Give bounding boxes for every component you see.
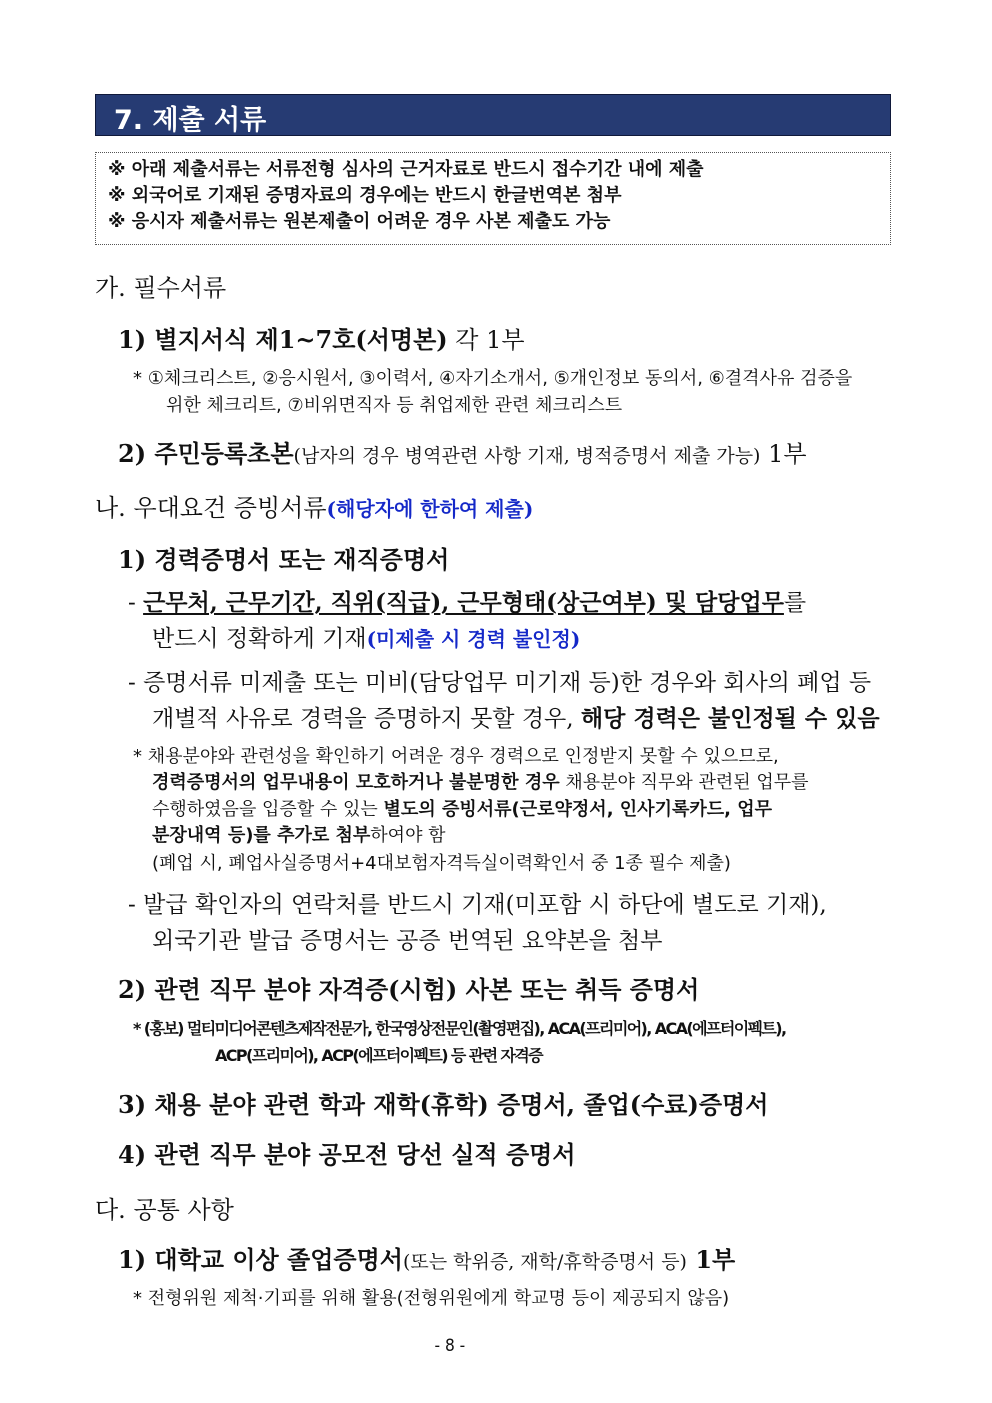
item-number: 4): [118, 1140, 147, 1169]
dash-text: 반드시 정확하게 기재: [152, 626, 367, 652]
na-item-3: [118, 1085, 768, 1120]
item-number: 1): [118, 325, 147, 354]
na-item-2-note-cont: ACP(프리미어), ACP(에프터이펙트) 등 관련 자격증: [215, 1046, 543, 1065]
item-number: 1): [118, 1245, 147, 1274]
na-star-note-1: * 채용분야와 관련성을 확인하기 어려운 경우 경력으로 인정받지 못할 수 있으므로,: [133, 746, 779, 767]
ga-item-2: [118, 434, 807, 469]
heading-na-title: 나. 우대요건 증빙서류: [95, 494, 327, 522]
na-dash-3-cont: 외국기관 발급 증명서는 공증 번역된 요약본을 첨부: [152, 928, 663, 954]
note-bold: 경력증명서의 업무내용이 모호하거나 불분명한 경우: [152, 772, 560, 793]
na-dash-3: - 발급 확인자의 연락처를 반드시 기재(미포함 시 하단에 별도로 기재),: [128, 892, 827, 918]
item-title: 관련 직무 분야 공모전 당선 실적 증명서: [154, 1140, 576, 1169]
item-number: 2): [118, 975, 147, 1004]
notice-box: [95, 152, 891, 245]
na-item-1: [118, 540, 449, 575]
item-number: 1): [118, 545, 147, 574]
na-dash-1-cont: [152, 620, 580, 653]
section-title-bar: [95, 94, 891, 136]
na-dash-1: [128, 584, 806, 617]
item-title: 대학교 이상 졸업증명서: [154, 1245, 403, 1274]
note-tail: 채용분야 직무와 관련된 업무를: [559, 772, 809, 793]
dash-tail: 를: [783, 590, 807, 616]
item-paren: (또는 학위증, 재학/휴학증명서 등): [402, 1251, 687, 1273]
notice-line: ※ 응시자 제출서류는 원본제출이 어려운 경우 사본 제출도 가능: [108, 211, 611, 232]
ga-item-1-note: * ①체크리스트, ②응시원서, ③이력서, ④자기소개서, ⑤개인정보 동의서, ⑥결격사유 검증을: [133, 368, 853, 389]
item-title: 채용 분야 관련 학과 재학(휴학) 증명서, 졸업(수료)증명서: [154, 1090, 769, 1119]
heading-na-note: (해당자에 한하여 제출): [326, 497, 534, 521]
notice-line: ※ 외국어로 기재된 증명자료의 경우에는 반드시 한글번역본 첨부: [108, 185, 622, 206]
na-item-2: [118, 970, 699, 1005]
item-title: 주민등록초본: [154, 439, 294, 468]
notice-line: ※ 아래 제출서류는 서류전형 심사의 근거자료로 반드시 접수기간 내에 제출: [108, 159, 704, 180]
heading-ga: 가. 필수서류: [95, 274, 227, 302]
ga-item-1: [118, 320, 525, 355]
heading-na: [95, 488, 533, 523]
item-title: 관련 직무 분야 자격증(시험) 사본 또는 취득 증명서: [154, 975, 700, 1004]
item-number: 2): [118, 439, 147, 468]
item-number: 3): [118, 1090, 147, 1119]
item-tail: 각 1부: [447, 326, 525, 354]
na-item-4: [118, 1135, 576, 1170]
na-star-note-3: [152, 795, 772, 821]
item-paren: (서명본): [355, 325, 448, 354]
na-item-2-note: * (홍보) 멀티미디어콘텐츠제작전문가, 한국영상전문인(촬영편집), ACA(프리미어), ACA(에프터이펙트),: [133, 1019, 786, 1038]
ga-item-1-note-cont: 위한 체크리트, ⑦비위면직자 등 취업제한 관련 체크리스트: [166, 395, 623, 416]
item-title: 별지서식 제1~7호: [154, 325, 356, 354]
item-tail: 1부: [760, 440, 807, 468]
heading-da: 다. 공통 사항: [95, 1196, 234, 1224]
item-title: 경력증명서 또는 재직증명서: [154, 545, 450, 574]
na-star-note-2: [152, 768, 809, 794]
na-star-note-5: (폐업 시, 폐업사실증명서+4대보험자격득실이력확인서 중 1종 필수 제출): [152, 853, 731, 874]
page-number: - 8 -: [434, 1336, 466, 1356]
da-item-1-note: * 전형위원 제척·기피를 위해 활용(전형위원에게 학교명 등이 제공되지 않음): [133, 1288, 730, 1309]
note-bold: 별도의 증빙서류(근로약정서, 인사기록카드, 업무: [383, 799, 773, 820]
na-dash-2-cont: [152, 700, 880, 733]
na-star-note-4: [152, 821, 446, 847]
item-paren: (남자의 경우 병역관련 사항 기재, 병적증명서 제출 가능): [293, 445, 761, 467]
section-title: 7. 제출 서류: [114, 105, 267, 136]
dash-marker: -: [128, 590, 144, 616]
na-dash-2: - 증명서류 미제출 또는 미비(담당업무 미기재 등)한 경우와 회사의 폐업 등: [128, 670, 872, 696]
note-bold: 분장내역 등)를 추가로 첨부: [152, 825, 371, 846]
dash-bold: 해당 경력은 불인정될 수 있음: [580, 705, 880, 732]
note-text: 수행하였음을 입증할 수 있는: [152, 799, 384, 820]
dash-blue: (미제출 시 경력 불인정): [366, 627, 581, 651]
note-tail: 하여야 함: [370, 825, 446, 846]
da-item-1: [118, 1240, 735, 1275]
dash-underlined: 근무처, 근무기간, 직위(직급), 근무형태(상근여부) 및 담당업무: [143, 589, 784, 616]
dash-text: 개별적 사유로 경력을 증명하지 못할 경우,: [152, 706, 581, 732]
item-tail: 1부: [686, 1245, 736, 1274]
